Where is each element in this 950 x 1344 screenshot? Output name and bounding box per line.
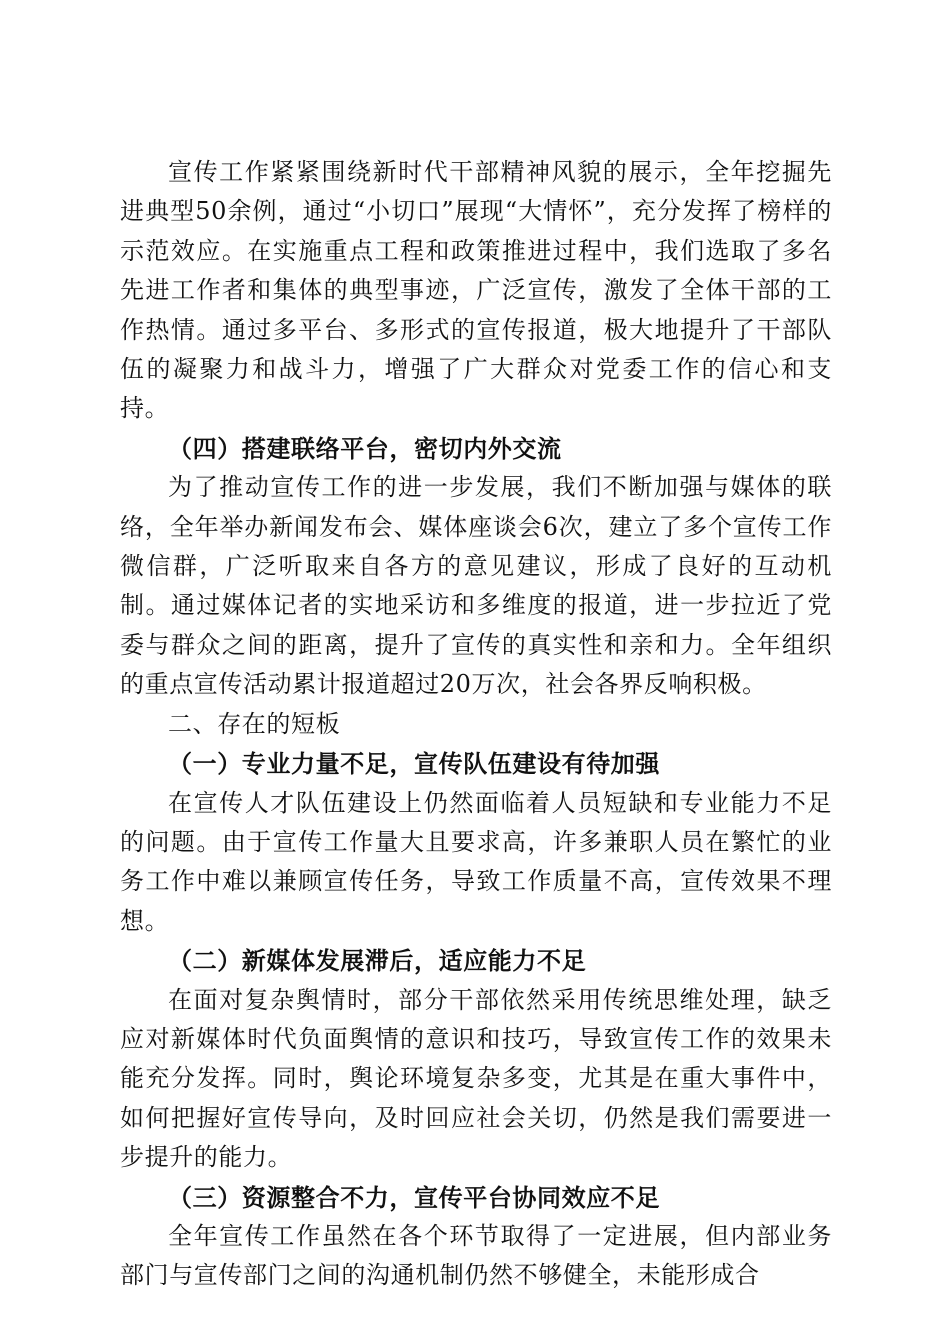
subheading-new-media: （二）新媒体发展滞后，适应能力不足: [168, 946, 587, 976]
paragraph-staff-shortage: 在宣传人才队伍建设上仍然面临着人员短缺和专业能力不足的问题。由于宣传工作量大且要求高，许多兼职人员在繁忙的业务工作中难以兼顾宣传任务，导致工作质量不高，宣传效果不理想。: [120, 788, 832, 935]
paragraph-coordination: 全年宣传工作虽然在各个环节取得了一定进展，但内部业务部门与宣传部门之间的沟通机制仍然不够健全，未能形成合: [120, 1221, 832, 1290]
subheading-resource-integration: （三）资源整合不力，宣传平台协同效应不足: [168, 1182, 660, 1212]
section-heading-shortcomings: 二、存在的短板: [168, 709, 341, 738]
paragraph-public-opinion: 在面对复杂舆情时，部分干部依然采用传统思维处理，缺乏应对新媒体时代负面舆情的意识和技巧，导致宣传工作的效果未能充分发挥。同时，舆论环境复杂多变，尤其是在重大事件中，如何把握好宣传导向，及时回应社会关切，仍然是我们需要进一步提升的能力。: [120, 985, 832, 1172]
document-body: [120, 153, 832, 1296]
subheading-professional-strength: （一）专业力量不足，宣传队伍建设有待加强: [168, 749, 660, 779]
paragraph-typical-examples: 宣传工作紧紧围绕新时代干部精神风貌的展示，全年挖掘先进典型50余例，通过“小切口”展现“大情怀”，充分发挥了榜样的示范效应。在实施重点工程和政策推进过程中，我们选取了多名先进工作者和集体的典型事迹，广泛宣传，激发了全体干部的工作热情。通过多平台、多形式的宣传报道，极大地提升了干部队伍的凝聚力和战斗力，增强了广大群众对党委工作的信心和支持。: [120, 158, 832, 423]
paragraph-media-liaison: 为了推动宣传工作的进一步发展，我们不断加强与媒体的联络，全年举办新闻发布会、媒体座谈会6次，建立了多个宣传工作微信群，广泛听取来自各方的意见建议，形成了良好的互动机制。通过媒体记者的实地采访和多维度的报道，进一步拉近了党委与群众之间的距离，提升了宣传的真实性和亲和力。全年组织的重点宣传活动累计报道超过20万次，社会各界反响积极。: [120, 473, 832, 699]
subheading-liaison-platform: （四）搭建联络平台，密切内外交流: [168, 433, 562, 463]
